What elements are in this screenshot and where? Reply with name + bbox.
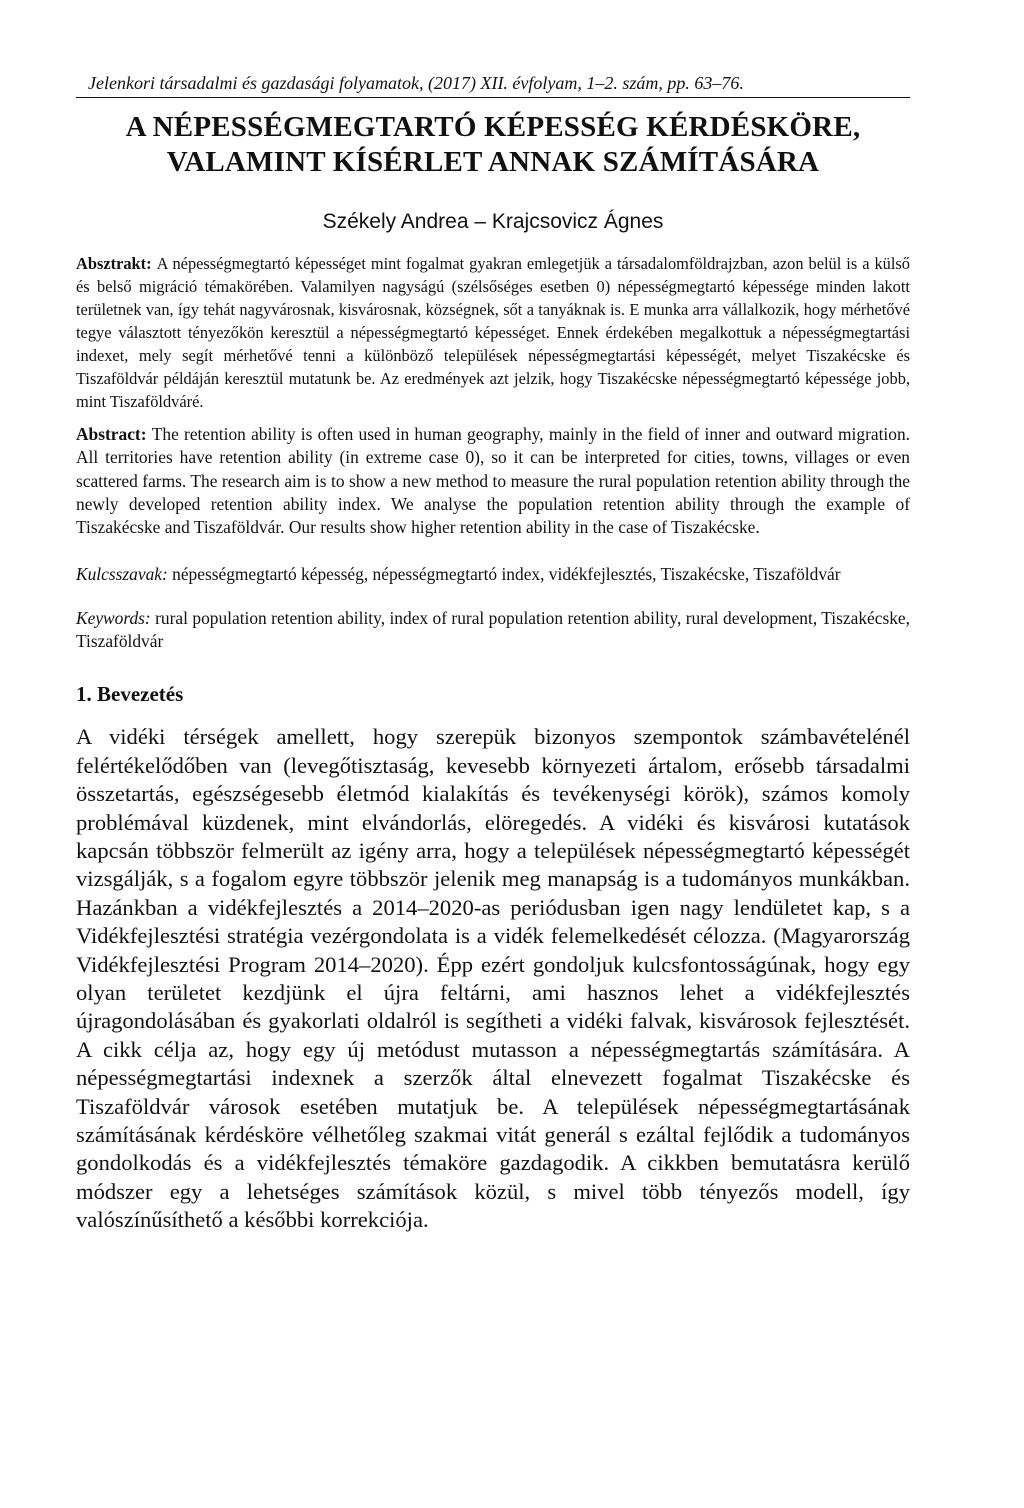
abstract-hungarian <box>76 252 910 413</box>
keywords-english <box>76 607 910 654</box>
title-line-2: VALAMINT KÍSÉRLET ANNAK SZÁMÍTÁSÁRA <box>166 146 820 178</box>
article-page <box>76 72 910 1235</box>
authors: Székely Andrea – Krajcsovicz Ágnes <box>322 210 664 233</box>
body-paragraph: A vidéki térségek amellett, hogy szerepük bizonyos szempontok számbavételénél felértékelődőben van (levegőtisztaság, kevesebb környezeti ártalom, erősebb társadalmi összetartás, egészségesebb életmód kialakítás és tevékenységi körök), számos komoly problémával küzdenek, mint elvándorlás, elöregedés. A vidéki és kisvárosi kutatások kapcsán többször felmerült az igény arra, hogy a települések népességmegtartó képességét vizsgálják, s a fogalom egyre többször jelenik meg manapság is a tudományos munkákban. Hazánkban a vidékfejlesztés a 2014–2020-as periódusban igen nagy lendületet kap, s a Vidékfejlesztési stratégia vezérgondolata is a vidék felemelkedését célozza. (Magyarország Vidékfejlesztési Program 2014–2020). Épp ezért gondoljuk kulcsfontosságúnak, hogy egy olyan területet kezdjünk el újra feltárni, ami hasznos lehet a vidékfejlesztés újragondolásában és gyakorlati oldalról is segítheti a vidéki falvak, kisvárosok fejlesztését. A cikk célja az, hogy egy új metódust mutasson a népességmegtartás számítására. A népességmegtartási indexnek a szerzők által elnevezett fogalmat Tiszakécske és Tiszaföldvár városok esetében mutatjuk be. A települések népességmegtartásának számításának kérdésköre vélhetőleg szakmai vitát generál s ezáltal fejlődik a tudományos gondolkodás és a vidékfejlesztés témaköre gazdagodik. A cikkben bemutatásra kerülő módszer egy a lehetséges számítások közül, s mivel több tényezős modell, így valószínűsíthető a későbbi korrekciója. <box>76 724 910 1233</box>
section-heading: 1. Bevezetés <box>76 682 184 707</box>
abstract-english <box>76 423 910 539</box>
article-title <box>76 110 910 180</box>
running-header: Jelenkori társadalmi és gazdasági folyamatok, (2017) XII. évfolyam, 1–2. szám, pp. 63–76. <box>76 72 910 98</box>
abstract-hungarian-label: Absztrakt: <box>76 254 157 273</box>
abstract-hungarian-text: A népességmegtartó képességet mint fogalmat gyakran emlegetjük a társadalomföldrajzban, azon belül is a külső és belső migráció témakörében. Valamilyen nagyságú (szélsőséges esetben 0) népességmegtartó képessége minden lakott területnek van, így tehát nagyvárosnak, kisvárosnak, községnek, sőt a tanyáknak is. E munka arra vállalkozik, hogy mérhetővé tegye választott tényezőkön keresztül a népességmegtartó képességet. Ennek érdekében megalkottuk a népességmegtartási indexet, mely segít mérhetővé tenni a különböző települések népességmegtartási képességét, melyet Tiszakécske és Tiszaföldvár példáján keresztül mutatunk be. Az eredmények azt jelzik, hogy Tiszakécske népességmegtartó képessége jobb, mint Tiszaföldváré. <box>76 254 910 411</box>
keywords-english-text: rural population retention ability, index of rural population retention ability, rural development, Tiszakécske, Tiszaföldvár <box>76 607 910 652</box>
keywords-hungarian <box>76 563 910 586</box>
keywords-english-label: Keywords: <box>76 607 156 628</box>
keywords-hungarian-label: Kulcsszavak: <box>76 564 173 585</box>
keywords-hungarian-text: népességmegtartó képesség, népességmegtartó index, vidékfejlesztés, Tiszakécske, Tiszaföldvár <box>172 564 841 585</box>
abstract-english-label: Abstract: <box>76 424 152 444</box>
abstract-english-text: The retention ability is often used in human geography, mainly in the field of inner and outward migration. All territories have retention ability (in extreme case 0), so it can be interpreted for cities, towns, villages or even scattered farms. The research aim is to show a new method to measure the rural population retention ability through the newly developed retention ability index. We analyse the population retention ability through the example of Tiszakécske and Tiszaföldvár. Our results show higher retention ability in the case of Tiszakécske. <box>76 424 910 538</box>
title-line-1: A NÉPESSÉGMEGTARTÓ KÉPESSÉG KÉRDÉSKÖRE, <box>125 111 861 143</box>
